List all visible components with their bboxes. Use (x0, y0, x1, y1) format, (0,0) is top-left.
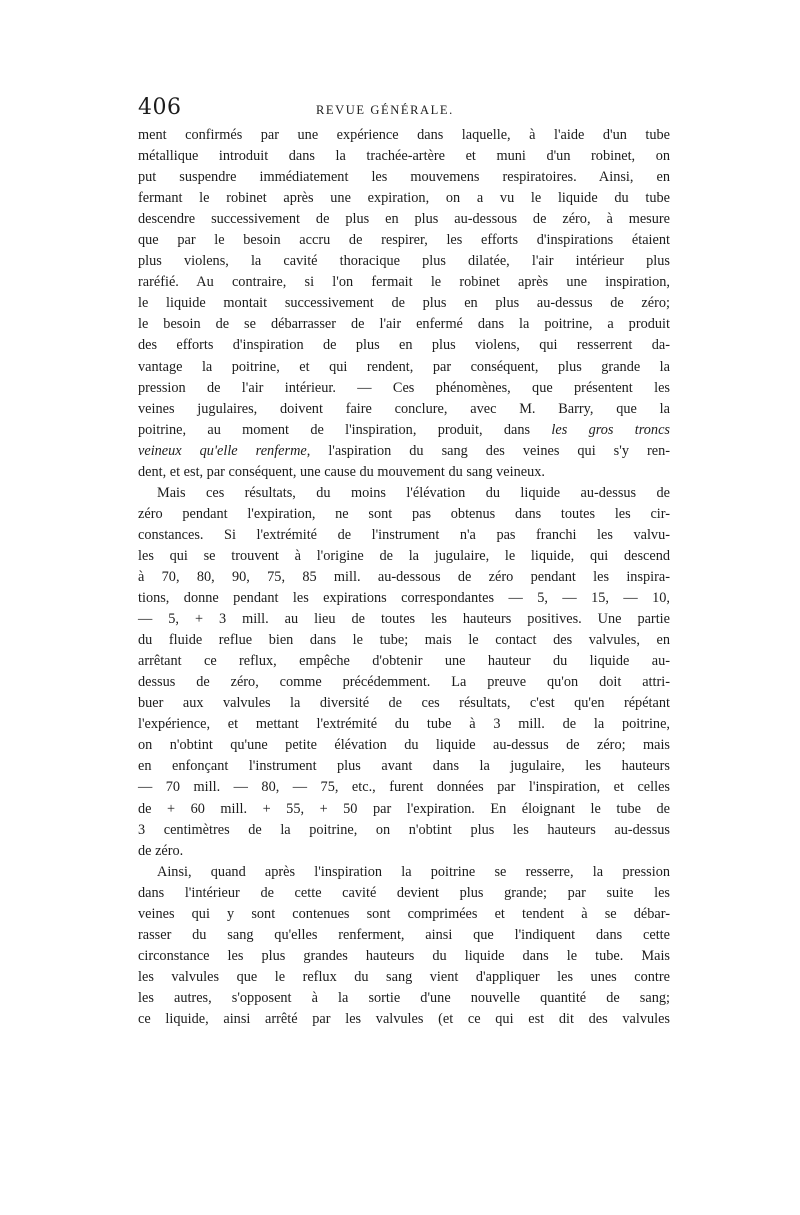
text-line: le liquide montait successivement de plus en plus au-dessus de zéro; (138, 295, 670, 312)
text-line: circonstance les plus grandes hauteurs du liquide dans le tube. Mais (138, 947, 670, 964)
book-page (138, 95, 670, 1030)
text-line: — 70 mill. — 80, — 75, etc., furent données par l'inspiration, et celles (138, 779, 670, 796)
text-line: arrêtant ce reflux, empêche d'obtenir une hauteur du liquide au- (138, 653, 670, 670)
text-line: — 5, + 3 mill. au lieu de toutes les hauteurs positives. Une partie (138, 611, 670, 628)
text-line: à 70, 80, 90, 75, 85 mill. au-dessous de zéro pendant les inspira- (138, 568, 670, 585)
text-line: veines jugulaires, doivent faire conclure, avec M. Barry, que la (138, 400, 670, 417)
text-line: en enfonçant l'instrument plus avant dans la jugulaire, les hauteurs (138, 758, 670, 775)
text-line: de + 60 mill. + 55, + 50 par l'expiration. En éloignant le tube de (138, 800, 670, 817)
text-line: dans l'intérieur de cette cavité devient plus grande; par suite les (138, 884, 670, 901)
text-line: 3 centimètres de la poitrine, on n'obtint plus les hauteurs au-dessus (138, 821, 670, 838)
page-header (138, 95, 670, 125)
running-title: REVUE GÉNÉRALE. (316, 103, 454, 117)
text-line: le besoin de se débarrasser de l'air enfermé dans la poitrine, a produit (138, 316, 670, 333)
text-line: plus violens, la cavité thoracique plus dilatée, l'air intérieur plus (138, 253, 670, 270)
text-line: dent, et est, par conséquent, une cause du mouvement du sang veineux. (138, 463, 545, 480)
text-line: de zéro. (138, 842, 184, 859)
text-line: Mais ces résultats, du moins l'élévation du liquide au-dessus de (157, 484, 670, 501)
text-line: pression de l'air intérieur. — Ces phénomènes, que présentent les (138, 379, 670, 396)
text-line: les autres, s'opposent à la sortie d'une nouvelle quantité de sang; (138, 989, 670, 1006)
text-line: constances. Si l'extrémité de l'instrument n'a pas franchi les valvu- (138, 526, 670, 543)
text-line: les valvules que le reflux du sang vient d'appliquer les unes contre (138, 968, 670, 985)
text-line: ment confirmés par une expérience dans laquelle, à l'aide d'un tube (138, 127, 670, 143)
body-text (138, 125, 670, 1030)
text-line: métallique introduit dans la trachée-artère et muni d'un robinet, on (138, 148, 670, 165)
text-line: rasser du sang qu'elles renferment, ainsi que l'indiquent dans cette (138, 926, 670, 943)
text-line: les qui se trouvent à l'origine de la jugulaire, le liquide, qui descend (138, 547, 670, 564)
text-line: du fluide reflue bien dans le tube; mais le contact des valvules, en (138, 632, 670, 649)
text-line: put suspendre immédiatement les mouvemens respiratoires. Ainsi, en (138, 169, 670, 186)
text-line: dessus de zéro, comme précédemment. La preuve qu'on doit attri- (138, 674, 670, 691)
text-line: fermant le robinet après une expiration, on a vu le liquide du tube (138, 190, 670, 207)
text-line: zéro pendant l'expiration, ne sont pas obtenus dans toutes les cir- (138, 505, 670, 522)
text-line: veineux qu'elle renferme, l'aspiration du sang des veines qui s'y ren- (138, 442, 670, 459)
text-line: que par le besoin accru de respirer, les efforts d'inspirations étaient (138, 232, 670, 249)
text-line: ce liquide, ainsi arrêté par les valvules (et ce qui est dit des valvules (138, 1010, 670, 1027)
text-line: tions, donne pendant les expirations correspondantes — 5, — 15, — 10, (138, 590, 670, 607)
text-line: on n'obtint qu'une petite élévation du liquide au-dessus de zéro; mais (138, 737, 670, 754)
text-line: veines qui y sont contenues sont comprimées et tendent à se débar- (138, 905, 670, 922)
page-number: 406 (138, 95, 182, 120)
text-line: poitrine, au moment de l'inspiration, produit, dans les gros troncs (138, 421, 670, 438)
text-line: l'expérience, et mettant l'extrémité du tube à 3 mill. de la poitrine, (138, 716, 670, 733)
text-line: des efforts d'inspiration de plus en plus violens, qui resserrent da- (138, 337, 670, 354)
text-line: buer aux valvules la diversité de ces résultats, c'est qu'en répétant (138, 695, 670, 712)
text-line: descendre successivement de plus en plus au-dessous de zéro, à mesure (138, 211, 670, 228)
text-line: raréfié. Au contraire, si l'on fermait le robinet après une inspiration, (138, 274, 670, 291)
text-line: vantage la poitrine, et qui rendent, par conséquent, plus grande la (138, 358, 670, 375)
text-line: Ainsi, quand après l'inspiration la poitrine se resserre, la pression (157, 863, 670, 880)
